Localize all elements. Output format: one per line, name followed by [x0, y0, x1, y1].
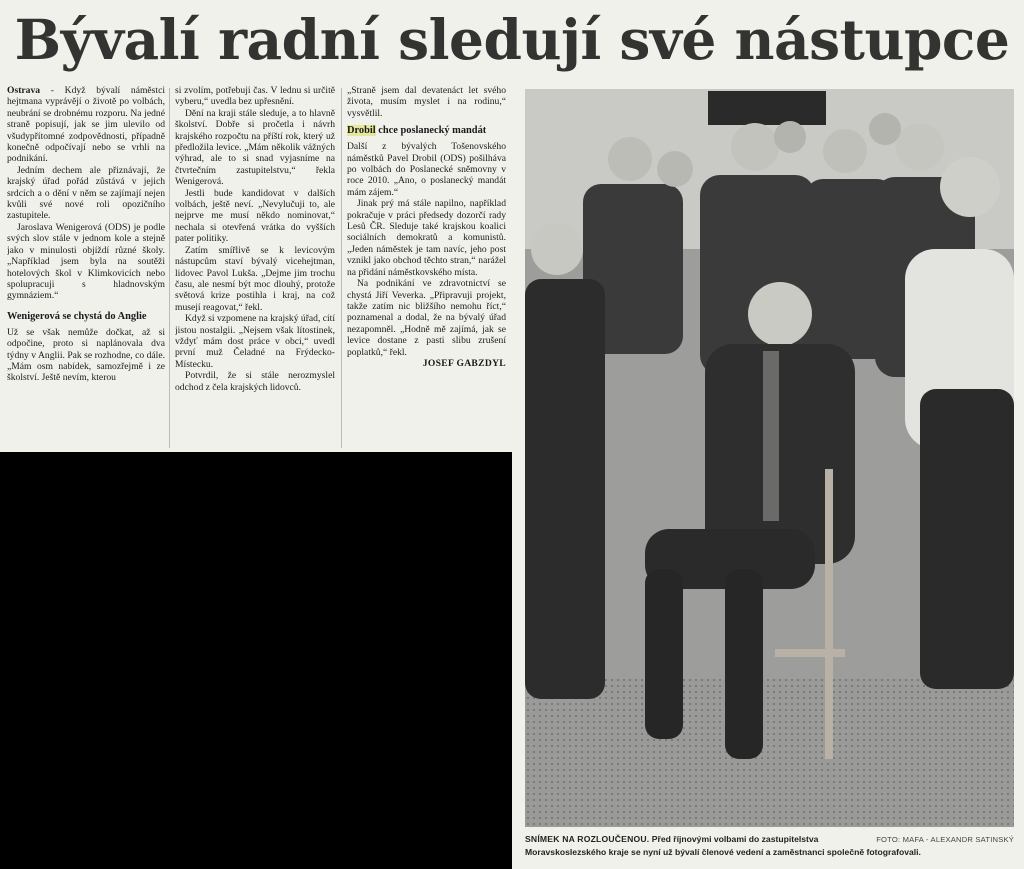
paragraph: Ostrava - Když bývalí náměstci hejtmana vyprávějí o životě po volbách, neubrání se drobnému rozporu. Na jedné straně popisují, jak se jim ulevilo od všudypřítomné zodpovědnosti, případně konečně odpočívají nebo se vrhli na podnikání. — [7, 85, 165, 165]
paragraph: Dění na kraji stále sleduje, a to hlavně školství. Dobře si pročetla i návrh krajského rozpočtu na příští rok, který už předložila levice. „Mám několik vážných výhrad, ale to si snad vyjasníme na čtvrtečním zastupitelstvu,“ řekla Wenigerová. — [175, 107, 335, 188]
paragraph: Jaroslava Wenigerová (ODS) je podle svých slov stále v jednom kole a stejně jako v minulosti objíždí různé školy. „Například jsem byla na soutěži hotelových škol v Klimkovicích nebo spolupracuji s hladnovským gymnáziem.“ — [7, 221, 165, 302]
paragraph: si zvolím, potřebuji čas. V lednu si určitě vyberu,“ uvedla bez upřesnění. — [175, 85, 335, 108]
paragraph: Potvrdil, že si stále nerozmyslel odchod z čela krajských lidovců. — [175, 370, 335, 393]
group-photo-illustration — [525, 89, 1014, 827]
byline: JOSEF GABZDYL — [422, 357, 506, 369]
paragraph: Na podnikání ve zdravotnictví se chystá Jiří Veverka. „Připravuji projekt, takže zatím nic bližšího nemohu říct,“ poznamenal a dodal, že na bývalý úřad nezapomněl. „Hodně mě zajímá, jak se levice dostane z pasti slibu zrušení poplatků,“ řekl. — [347, 278, 506, 358]
article-column-2 — [175, 85, 335, 453]
caption-text: Před říjnovými volbami do zastupitelstva Moravskoslezského kraje se nyní už bývalí členové vedení a zaměstnanci společně fotografovali. — [525, 834, 921, 857]
paragraph: Jestli bude kandidovat v dalších volbách, ještě neví. „Nevylučuji to, ale nejprve me musí někdo nominovat,“ nechala si otevřená vrátka do vyšších pater politiky. — [175, 187, 335, 245]
paragraph: Další z bývalých Tošenovského náměstků Pavel Drobil (ODS) pošilháva po volbách do Poslanecké sněmovny v roce 2010. „Ano, o poslanecký mandát mám zájem.“ — [347, 141, 506, 198]
paragraph: Jedním dechem ale přiznávají, že krajský úřad pořád zůstává v jejich srdcích a o dění v něm se zajímají nejen kvůli své nové roli opozičního zastupitele. — [7, 164, 165, 222]
paragraph: Už se však nemůže dočkat, až si odpočine, proto si naplánovala dva týdny v Anglii. Pak se rozhodne, co dále. „Mám osm nabídek, samozřejmě i ze školství. Ještě nevím, kterou — [7, 326, 165, 384]
photo-credit: FOTO: MAFA - ALEXANDR SATINSKÝ — [876, 835, 1014, 844]
dateline: Ostrava — [7, 85, 41, 96]
redacted-area — [0, 452, 512, 869]
article-column-1 — [7, 85, 165, 453]
column-divider — [341, 88, 342, 448]
article-column-3 — [347, 85, 506, 453]
column-divider — [169, 88, 170, 448]
paragraph: Zatím smířlivě se k levicovým nástupcům staví bývalý vicehejtman, lidovec Pavol Lukša. „Dejme jim trochu času, ale nesmí být moc dlouhý, protože světová krize postihla i kraj, na což musejí reagovat,“ řekl. — [175, 244, 335, 313]
paragraph: „Straně jsem dal devatenáct let svého života, musím myslet i na rodinu,“ vysvětlil. — [347, 85, 506, 119]
paragraph: Jinak prý má stále napilno, například pokračuje v práci předsedy dozorčí rady Lesů ČR. Sleduje také krajskou koalici sociálních demokratů a komunistů. „Jeden náměstek je tam navíc, jeho post vznikl jako obchod těchto stran,“ narážel na přidání náměstkovského místa. — [347, 198, 506, 278]
headline: Bývalí radní sledují své nástupce — [14, 7, 1010, 72]
paragraph: Když si vzpomene na krajský úřad, cítí jistou nostalgii. „Nejsem však lítostinek, vždyť mám dost práce v obci,“ uvedl první muž Čeladné na Frýdecko-Místecku. — [175, 313, 335, 370]
subheading: Drobil chce poslanecký mandát — [347, 125, 487, 137]
group-photo — [525, 89, 1014, 827]
highlighted-word: Drobil — [347, 125, 376, 137]
subheading: Wenigerová se chystá do Anglie — [7, 310, 147, 322]
photo-caption — [525, 833, 1014, 859]
caption-title: SNÍMEK NA ROZLOUČENOU. — [525, 834, 650, 844]
